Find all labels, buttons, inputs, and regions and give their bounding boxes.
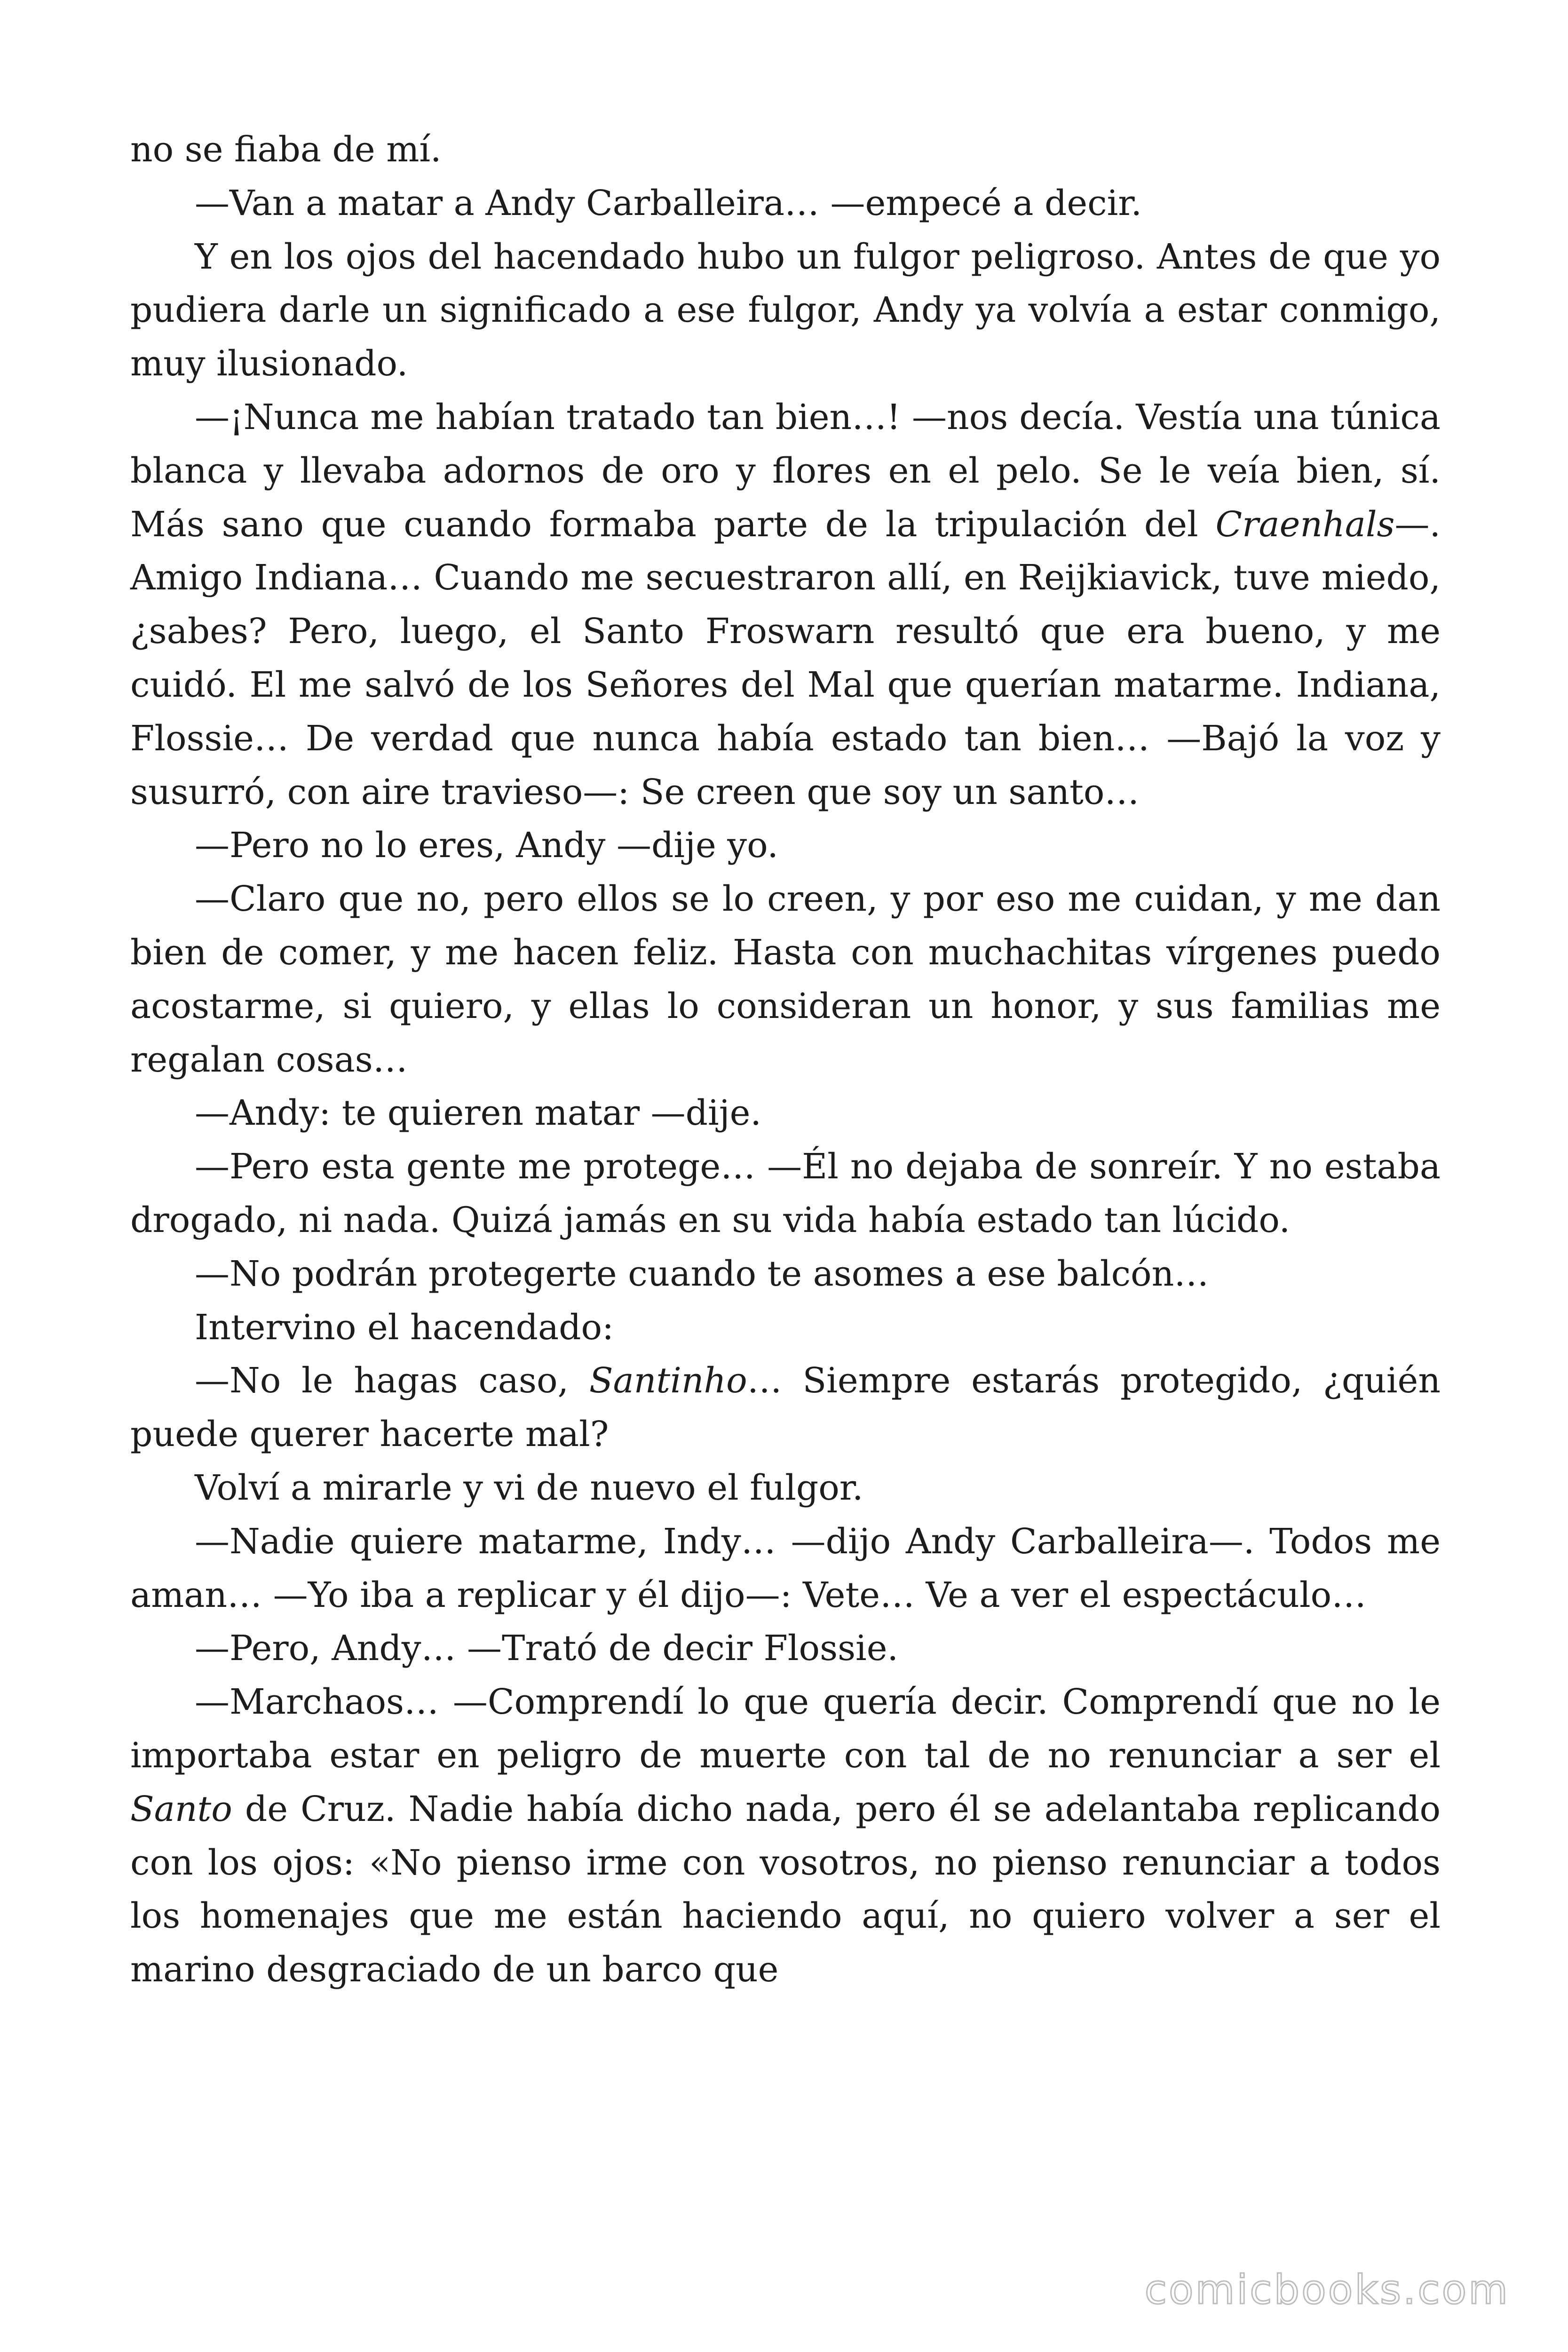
paragraph xyxy=(130,1676,1441,1997)
text-run: —No podrán protegerte cuando te asomes a ese balcón… xyxy=(195,1253,1209,1294)
text-run: Y en los ojos del hacendado hubo un fulgor peligroso. Antes de que yo pudiera darle un significado a ese fulgor, Andy ya volvía a estar conmigo, muy ilusionado. xyxy=(130,236,1441,384)
paragraph xyxy=(130,391,1441,819)
italic-text: Santinho xyxy=(589,1360,747,1401)
text-run: —Claro que no, pero ellos se lo creen, y por eso me cuidan, y me dan bien de comer, y me hacen feliz. Hasta con muchachitas vírgenes puedo acostarme, si quiero, y ellas lo consideran un honor, y sus familias me regalan cosas… xyxy=(130,879,1441,1080)
paragraph xyxy=(130,1354,1441,1462)
paragraph xyxy=(130,1301,1441,1355)
paragraph xyxy=(130,1087,1441,1140)
paragraph xyxy=(130,1462,1441,1515)
paragraph xyxy=(130,873,1441,1087)
paragraph xyxy=(130,819,1441,873)
italic-text: Santo xyxy=(130,1788,232,1829)
paragraph xyxy=(130,230,1441,391)
text-run: —Andy: te quieren matar —dije. xyxy=(195,1093,761,1134)
text-run: Intervino el hacendado: xyxy=(195,1307,614,1348)
paragraph xyxy=(130,1248,1441,1301)
paragraph xyxy=(130,1140,1441,1248)
body-text xyxy=(130,123,1441,1997)
italic-text: Craenhals xyxy=(1215,504,1395,545)
text-run: —Nadie quiere matarme, Indy… —dijo Andy Carballeira—. Todos me aman… —Yo iba a replicar y él dijo—: Vete… Ve a ver el espectáculo… xyxy=(130,1521,1441,1615)
text-run: —. Amigo Indiana… Cuando me secuestraron allí, en Reijkiavick, tuve miedo, ¿sabes? Pero, luego, el Santo Froswarn resultó que era bueno, y me cuidó. El me salvó de los Señores del Mal que querían matarme. Indiana, Flossie… De verdad que nunca había estado tan bien… —Bajó la voz y susurró, con aire travieso—: Se creen que soy un santo… xyxy=(130,504,1441,812)
paragraph xyxy=(130,1622,1441,1676)
text-run: —Pero no lo eres, Andy —dije yo. xyxy=(195,825,778,866)
watermark: comicbooks.com xyxy=(1144,2266,1510,2313)
text-run: … Siempre estarás protegido, ¿quién puede querer hacerte mal? xyxy=(130,1360,1441,1455)
text-run: —No le hagas caso, xyxy=(195,1360,589,1401)
text-run: Volví a mirarle y vi de nuevo el fulgor. xyxy=(195,1467,863,1508)
text-run: —Van a matar a Andy Carballeira… —empecé a decir. xyxy=(195,183,1142,223)
paragraph xyxy=(130,177,1441,230)
text-run: no se fiaba de mí. xyxy=(130,129,442,170)
text-run: —Marchaos… —Comprendí lo que quería decir. Comprendí que no le importaba estar en peligro de muerte con tal de no renunciar a ser el xyxy=(130,1682,1441,1776)
paragraph xyxy=(130,123,1441,177)
paragraph xyxy=(130,1515,1441,1622)
text-run: —Pero, Andy… —Trató de decir Flossie. xyxy=(195,1628,899,1669)
text-run: —¡Nunca me habían tratado tan bien…! —nos decía. Vestía una túnica blanca y llevaba adornos de oro y flores en el pelo. Se le veía bien, sí. Más sano que cuando formaba parte de la tripulación del xyxy=(130,397,1441,545)
text-run: de Cruz. Nadie había dicho nada, pero él se adelantaba replicando con los ojos: «No pienso irme con vosotros, no pienso renunciar a todos los homenajes que me están haciendo aquí, no quiero volver a ser el marino desgraciado de un barco que xyxy=(130,1788,1441,1990)
text-run: —Pero esta gente me protege… —Él no dejaba de sonreír. Y no estaba drogado, ni nada. Quizá jamás en su vida había estado tan lúcido. xyxy=(130,1146,1441,1240)
